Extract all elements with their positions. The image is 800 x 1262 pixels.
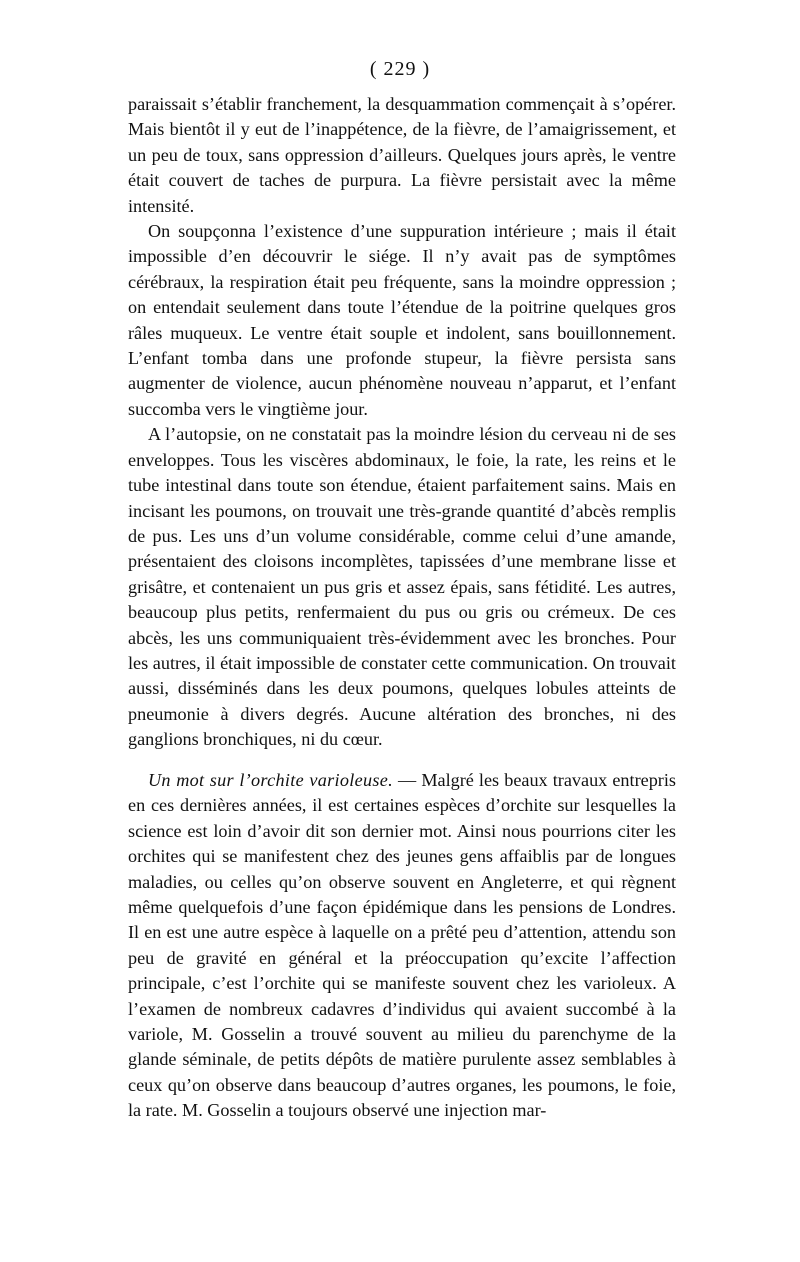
paragraph-autopsy: A l’autopsie, on ne constatait pas la moindre lésion du cerveau ni de ses enveloppes. Tous les viscères abdominaux, le foie, la rate, les reins et le tube intestinal dans toute son étendue, étaient parfaitement sains. Mais en incisant les poumons, on trouvait une très-grande quantité d’abcès remplis de pus. Les uns d’un volume considérable, comme celui d’une amande, présentaient des cloisons incomplètes, tapissées d’une membrane lisse et grisâtre, et contenaient un pus gris et assez épais, sans fétidité. Les autres, beaucoup plus petits, renfermaient du pus ou gris ou crémeux. De ces abcès, les uns communiquaient très-évidemment avec les bronches. Pour les autres, il était impossible de constater cette communication. On trouvait aussi, disséminés dans les deux poumons, quelques lobules atteints de pneumonie à divers degrés. Aucune altération des bronches, ni des ganglions bronchiques, ni du cœur.	[128, 424, 676, 750]
section-paragraph	[128, 768, 676, 1124]
section-body: — Malgré les beaux travaux entrepris en ces dernières années, il est certaines espèces d’orchite sur lesquelles la science est loin d’avoir dit son dernier mot. Ainsi nous pourrions citer les orchites qui se manifestent chez des jeunes gens affaiblis par de longues maladies, ou celles qu’on observe souvent en Angleterre, et qui règnent même quelquefois d’une façon épidémique dans les pensions de Londres. Il en est une autre espèce à laquelle on a prêté peu d’attention, attendu son peu de gravité en général et la préoccupation qu’excite l’affection principale, c’est l’orchite qui se manifeste souvent chez les varioleux. A l’examen de nombreux cadavres d’individus qui avaient succombé à la variole, M. Gosselin a trouvé souvent au milieu du parenchyme de la glande séminale, de petits dépôts de matière purulente assez semblables à ceux qu’on observe dans beaucoup d’autres organes, les poumons, le foie, la rate. M. Gosselin a toujours observé une injection mar-	[128, 770, 676, 1121]
page-number: ( 229 )	[369, 58, 431, 80]
paragraph-continued: paraissait s’établir franchement, la desquammation commençait à s’opérer. Mais bientôt il y eut de l’inappétence, de la fièvre, de l’amaigrissement, et un peu de toux, sans oppression d’ailleurs. Quelques jours après, le ventre était couvert de taches de purpura. La fièvre persistait avec la même intensité.	[128, 94, 676, 216]
paragraph-suppuration: On soupçonna l’existence d’une suppuration intérieure ; mais il était impossible d’en découvrir le siége. Il n’y avait pas de symptômes cérébraux, la respiration était peu fréquente, sans la moindre oppression ; on entendait seulement dans toute l’étendue de la poitrine quelques gros râles muqueux. Le ventre était souple et indolent, sans bouillonnement. L’enfant tomba dans une profonde stupeur, la fièvre persista sans augmenter de violence, aucun phénomène nouveau n’apparut, et l’enfant succomba vers le vingtième jour.	[128, 221, 676, 419]
case-report-text	[128, 92, 676, 753]
section-title: Un mot sur l’orchite varioleuse.	[148, 770, 393, 790]
orchitis-section	[128, 768, 676, 1124]
